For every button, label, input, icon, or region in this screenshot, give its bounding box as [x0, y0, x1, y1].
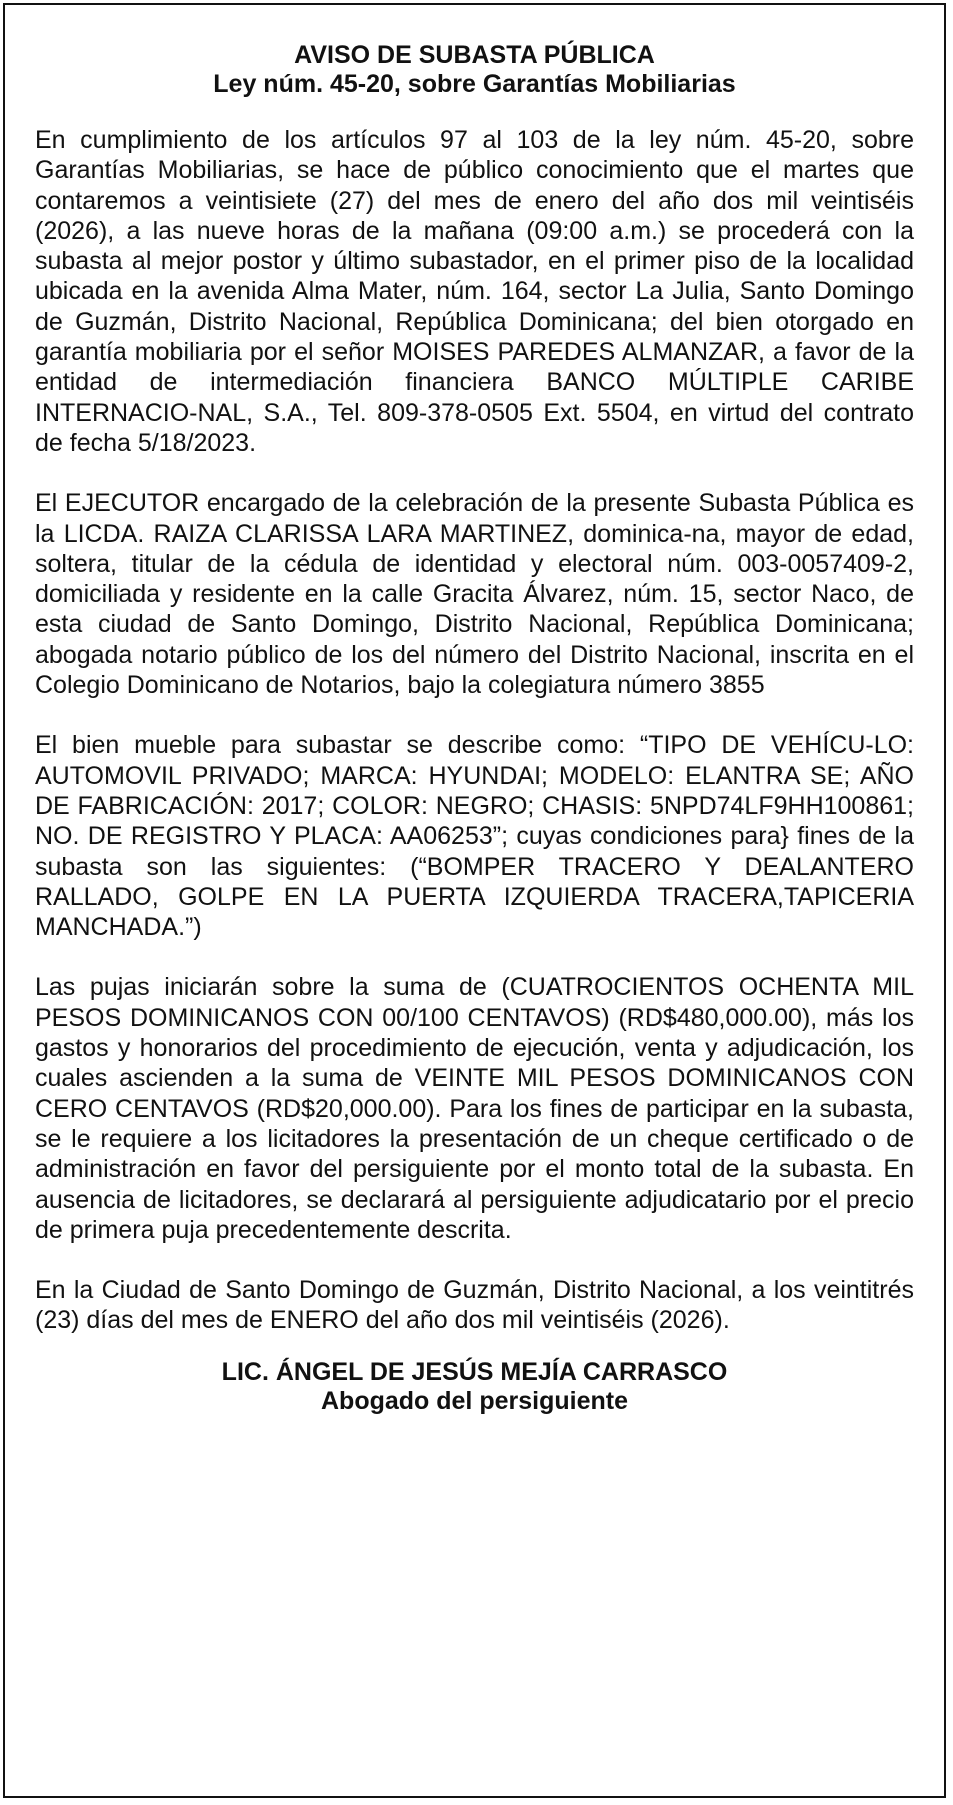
notice-subtitle: Ley núm. 45-20, sobre Garantías Mobiliarias — [213, 70, 736, 98]
notice-frame — [3, 3, 946, 1798]
notice-title: AVISO DE SUBASTA PÚBLICA — [294, 41, 655, 69]
signature-block — [35, 1358, 914, 1416]
signature-role: Abogado del persiguiente — [321, 1386, 628, 1415]
paragraph-bidding-terms: Las pujas iniciarán sobre la suma de (CUATROCIENTOS OCHENTA MIL PESOS DOMINICANOS CON 00/100 CENTAVOS) (RD$480,000.00), más los gastos y honorarios del procedimiento de ejecución, venta y adjudicación, los cuales ascienden a la suma de VEINTE MIL PESOS DOMINICANOS CON CERO CENTAVOS (RD$20,000.00). Para los fines de participar en la subasta, se le requiere a los licitadores la presentación de un cheque certificado o de administración en favor del persiguiente por el monto total de la subasta. En ausencia de licitadores, se declarará al persiguiente adjudicatario por el precio de primera puja precedentemente descrita. — [35, 973, 914, 1244]
signature-name: LIC. ÁNGEL DE JESÚS MEJÍA CARRASCO — [221, 1357, 728, 1386]
notice-header — [35, 41, 914, 99]
notice-content — [35, 41, 914, 1416]
paragraph-vehicle-description: El bien mueble para subastar se describe como: “TIPO DE VEHÍCU-LO: AUTOMOVIL PRIVADO; MARCA: HYUNDAI; MODELO: ELANTRA SE; AÑO DE FABRICACIÓN: 2017; COLOR: NEGRO; CHASIS: 5NPD74LF9HH100861; NO. DE REGISTRO Y PLACA: AA06253”; cuyas condiciones para} fines de la subasta son las siguientes: (“BOMPER TRACERO Y DEALANTERO RALLADO, GOLPE EN LA PUERTA IZQUIERDA TRACERA,TAPICERIA MANCHADA.”) — [35, 731, 914, 942]
paragraph-place-and-date: En la Ciudad de Santo Domingo de Guzmán, Distrito Nacional, a los veintitrés (23) días del mes de ENERO del año dos mil veintiséis (2026). — [35, 1276, 914, 1335]
paragraph-auction-announcement: En cumplimiento de los artículos 97 al 103 de la ley núm. 45-20, sobre Garantías Mobiliarias, se hace de público conocimiento que el martes que contaremos a veintisiete (27) del mes de enero del año dos mil veintiséis (2026), a las nueve horas de la mañana (09:00 a.m.) se procederá con la subasta al mejor postor y último subastador, en el primer piso de la localidad ubicada en la avenida Alma Mater, núm. 164, sector La Julia, Santo Domingo de Guzmán, Distrito Nacional, República Dominicana; del bien otorgado en garantía mobiliaria por el señor MOISES PAREDES ALMANZAR, a favor de la entidad de intermediación financiera BANCO MÚLTIPLE CARIBE INTERNACIO-NAL, S.A., Tel. 809-378-0505 Ext. 5504, en virtud del contrato de fecha 5/18/2023. — [35, 126, 914, 457]
paragraph-executor: El EJECUTOR encargado de la celebración de la presente Subasta Pública es la LICDA. RAIZA CLARISSA LARA MARTINEZ, dominica-na, mayor de edad, soltera, titular de la cédula de identidad y electoral núm. 003-0057409-2, domiciliada y residente en la calle Gracita Álvarez, núm. 15, sector Naco, de esta ciudad de Santo Domingo, Distrito Nacional, República Dominicana; abogada notario público de los del número del Distrito Nacional, inscrita en el Colegio Dominicano de Notarios, bajo la colegiatura número 3855 — [35, 489, 914, 700]
